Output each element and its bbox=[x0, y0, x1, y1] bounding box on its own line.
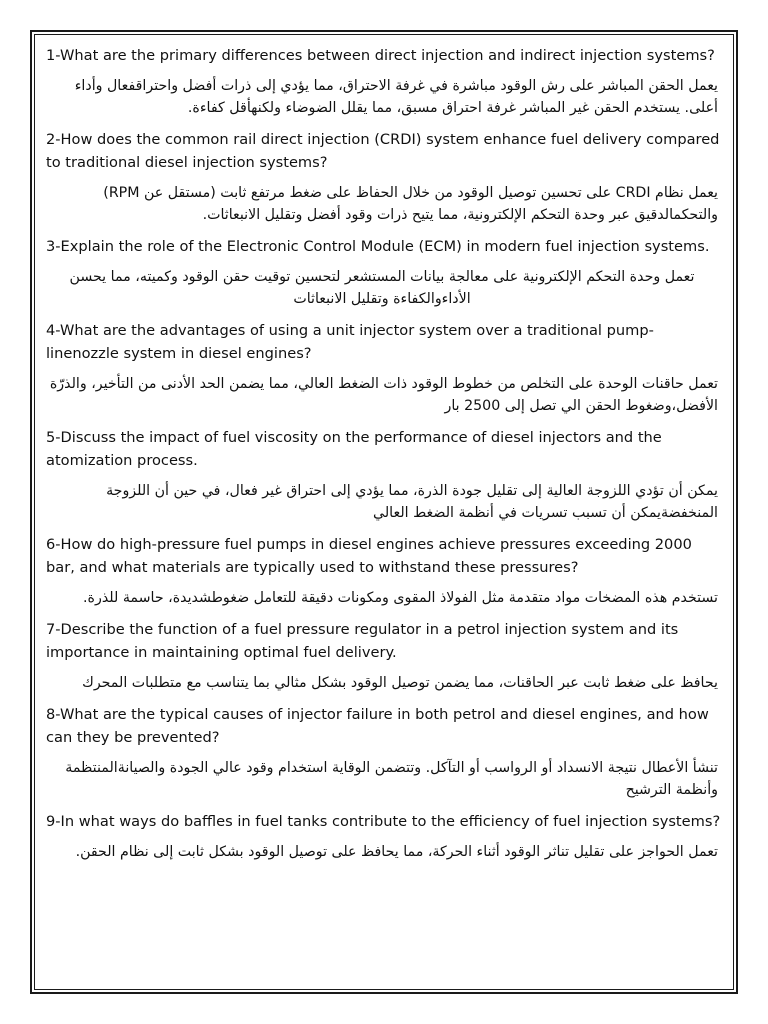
qa-item-2 bbox=[46, 128, 722, 226]
qa-document bbox=[46, 44, 722, 872]
question-5: 5-Discuss the impact of fuel viscosity on the performance of diesel injectors and the atomization process. bbox=[46, 429, 662, 469]
question-4: 4-What are the advantages of using a unit injector system over a traditional pump-linenozzle system in diesel engines? bbox=[46, 322, 654, 362]
question-3: 3-Explain the role of the Electronic Control Module (ECM) in modern fuel injection systems. bbox=[46, 238, 710, 255]
question-8: 8-What are the typical causes of injector failure in both petrol and diesel engines, and how can they be prevented? bbox=[46, 706, 709, 746]
qa-item-6 bbox=[46, 533, 722, 609]
qa-item-5 bbox=[46, 426, 722, 524]
question-7: 7-Describe the function of a fuel pressure regulator in a petrol injection system and its importance in maintaining optimal fuel delivery. bbox=[46, 621, 679, 661]
question-1: 1-What are the primary differences between direct injection and indirect injection systems? bbox=[46, 47, 715, 64]
answer-8: تنشأ الأعطال نتيجة الانسداد أو الرواسب أو التآكل. وتتضمن الوقاية استخدام وقود عالي الجودة والصيانةالمنتظمة وأنظمة الترشيح bbox=[65, 760, 718, 798]
question-9: 9-In what ways do baffles in fuel tanks contribute to the efficiency of fuel injection systems? bbox=[46, 813, 721, 830]
answer-1: يعمل الحقن المباشر على رش الوقود مباشرة في غرفة الاحتراق، مما يؤدي إلى ذرات أفضل واحتراقفعال وأداء أعلى. يستخدم الحقن غير المباشر غرفة احتراق مسبق، مما يقلل الضوضاء ولكنهأقل كفاءة. bbox=[74, 78, 718, 116]
qa-item-8 bbox=[46, 703, 722, 801]
answer-4: تعمل حاقنات الوحدة على التخلص من خطوط الوقود ذات الضغط العالي، مما يضمن الحد الأدنى من التأخير، والذرّة الأفضل،وضغوط الحقن الي تصل إلى 2500 بار bbox=[49, 376, 718, 414]
answer-7: يحافظ على ضغط ثابت عبر الحاقنات، مما يضمن توصيل الوقود بشكل مثالي بما يتناسب مع متطلبات المحرك bbox=[82, 675, 718, 691]
answer-3: تعمل وحدة التحكم الإلكترونية على معالجة بيانات المستشعر لتحسين توقيت حقن الوقود وكميته، مما يحسن الأداءوالكفاءة وتقليل الانبعاثات bbox=[69, 269, 695, 307]
question-6: 6-How do high-pressure fuel pumps in diesel engines achieve pressures exceeding 2000 bar, and what materials are typically used to withstand these pressures? bbox=[46, 536, 692, 576]
answer-2: يعمل نظام CRDI على تحسين توصيل الوقود من خلال الحفاظ على ضغط مرتفع ثابت (مستقل عن RPM) والتحكمالدقيق عبر وحدة التحكم الإلكترونية، مما يتيح ذرات وقود أفضل وتقليل الانبعاثات. bbox=[103, 185, 718, 223]
answer-5: يمكن أن تؤدي اللزوجة العالية إلى تقليل جودة الذرة، مما يؤدي إلى احتراق غير فعال، في حين أن اللزوجة المنخفضةيمكن أن تسبب تسريات في أنظمة الضغط العالي bbox=[106, 483, 718, 521]
question-2: 2-How does the common rail direct injection (CRDI) system enhance fuel delivery compared to traditional diesel injection systems? bbox=[46, 131, 720, 171]
qa-item-1 bbox=[46, 44, 722, 119]
qa-item-4 bbox=[46, 319, 722, 417]
answer-9: تعمل الحواجز على تقليل تناثر الوقود أثناء الحركة، مما يحافظ على توصيل الوقود بشكل ثابت إلى نظام الحقن. bbox=[75, 844, 718, 860]
answer-6: تستخدم هذه المضخات مواد متقدمة مثل الفولاذ المقوى ومكونات دقيقة للتعامل ضغوطشديدة، حاسمة للذرة. bbox=[83, 590, 718, 606]
qa-item-3 bbox=[46, 235, 722, 310]
qa-item-9 bbox=[46, 810, 722, 863]
qa-item-7 bbox=[46, 618, 722, 694]
